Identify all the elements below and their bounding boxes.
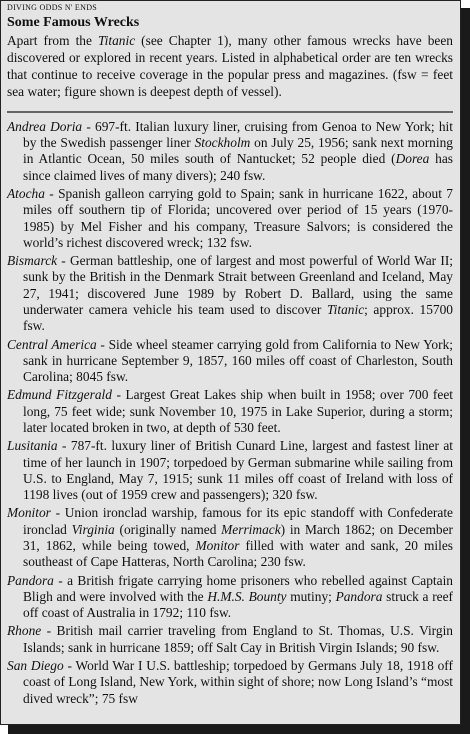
- running-head: DIVING ODDS N' ENDS: [7, 3, 98, 12]
- text-run: has since claimed lives of many divers); 240 fsw.: [23, 151, 453, 183]
- intro-paragraph: [7, 32, 453, 100]
- italic-name: Monitor: [7, 505, 51, 521]
- italic-name: Pandora: [7, 572, 54, 588]
- italic-name: Virginia: [71, 521, 115, 537]
- text-run: - Union ironclad warship, famous for its epic standoff with Confederate ironclad: [23, 505, 453, 537]
- italic-name: Atocha: [7, 186, 45, 202]
- wreck-list: [7, 119, 453, 707]
- italic-name: Edmund Fitzgerald: [7, 387, 112, 403]
- text-run: - Largest Great Lakes ship when built in 1958; over 700 feet long, 75 feet wide; sunk November 10, 1975 in Lake Superior, during a storm; later located broken in two, at depth of 530 feet.: [23, 387, 453, 435]
- wreck-entry-rhone: [7, 623, 453, 655]
- italic-name: Dorea: [395, 151, 430, 167]
- text-run: filled with water and sank, 20 miles southeast of Cape Hatteras, North Carolina; 230 fsw.: [23, 537, 453, 570]
- text-run: - 787-ft. luxury liner of British Cunard Line, largest and fastest liner at time of her launch in 1907; torpedoed by German submarine while sailing from U.S. to England, May 7, 1915; sunk 11 miles off coast of Ireland with loss of 1198 lives (out of 1959 crew and passengers); 320 fsw.: [23, 438, 453, 502]
- text-run: - German battleship, one of largest and most powerful of World War II; sunk by the British in the Denmark Strait between Greenland and Iceland, May 27, 1941; discovered June 1989 by Robert D. Ballard, using the same underwater camera vehicle his team used to discover: [23, 253, 453, 317]
- text-run: ; approx. 15700 fsw.: [23, 301, 453, 334]
- text-run: - British mail carrier traveling from England to St. Thomas, U.S. Virgin Islands; sank in hurricane 1859; off Salt Cay in British Virgin Islands; 90 fsw.: [23, 623, 453, 655]
- wreck-entry-lusitania: [7, 438, 453, 503]
- italic-name: Pandora: [335, 588, 383, 604]
- text-run: struck a reef off coast of Australia in 1792; 110 fsw.: [23, 588, 453, 620]
- wreck-entry-central-america: [7, 337, 453, 386]
- text-run: mutiny;: [286, 588, 336, 604]
- wreck-entry-edmund-fitzgerald: [7, 387, 453, 436]
- section-divider: [7, 111, 453, 113]
- wreck-entry-monitor: [7, 505, 453, 570]
- text-run: - a British frigate carrying home prisoners who rebelled against Captain Bligh and were involved with the: [23, 572, 453, 604]
- italic-name: Merrimack: [221, 521, 281, 537]
- italic-name: San Diego: [7, 658, 64, 674]
- text-run: - Spanish galleon carrying gold to Spain; sank in hurricane 1622, about 7 miles off southern tip of Florida; uncovered over period of 15 years (1970-1985) by Mel Fisher and his company, Treasure Salvors; is considered the world’s richest discovered wreck; 132 fsw.: [23, 186, 453, 250]
- italic-name: Rhone: [7, 623, 42, 639]
- italic-name: Lusitania: [7, 438, 58, 454]
- text-run: (originally named: [114, 521, 222, 537]
- text-run: - World War I U.S. battleship; torpedoed by Germans July 18, 1918 off coast of Long Island, New York, within sight of shore; now Long Island’s “most dived wreck”; 75 fsw: [23, 658, 453, 706]
- italic-name: Stockholm: [194, 135, 251, 151]
- italic-name: H.M.S. Bounty: [207, 588, 287, 604]
- wreck-entry-san-diego: [7, 658, 453, 707]
- italic-name: Monitor: [195, 537, 240, 553]
- text-run: (see Chapter 1), many other famous wrecks have been discovered or explored in recent years. Listed in alphabetical order are ten wrecks that continue to receive coverage in the popular press and magazines. (fsw = feet sea water; figure shown is deepest depth of vessel).: [7, 33, 453, 99]
- panel-shadow-right: [461, 8, 470, 734]
- text-run: ) in March 1862; on December 31, 1862, while being towed,: [23, 521, 453, 553]
- wreck-entry-andrea-doria: [7, 119, 453, 184]
- wreck-entry-bismarck: [7, 253, 453, 334]
- wreck-entry-atocha: [7, 186, 453, 251]
- italic-name: Titanic: [326, 301, 365, 317]
- italic-name: Titanic: [97, 33, 136, 48]
- wreck-entry-pandora: [7, 573, 453, 622]
- panel-title: Some Famous Wrecks: [7, 15, 140, 30]
- text-run: on July 25, 1956; sank next morning in Atlantic Ocean, 50 miles south of Nantucket; 52 people died (: [23, 135, 453, 167]
- italic-name: Andrea Doria: [7, 119, 83, 134]
- italic-name: Central America: [7, 336, 97, 352]
- text-run: Apart from the: [7, 33, 98, 48]
- italic-name: Bismarck: [7, 253, 58, 269]
- text-run: - 697-ft. Italian luxury liner, cruising from Genoa to New York; hit by the Swedish passenger liner: [23, 119, 453, 151]
- text-run: - Side wheel steamer carrying gold from California to New York; sank in hurricane September 9, 1857, 160 miles off coast of Charleston, South Carolina; 8045 fsw.: [23, 336, 453, 384]
- panel-shadow-bottom: [8, 725, 470, 734]
